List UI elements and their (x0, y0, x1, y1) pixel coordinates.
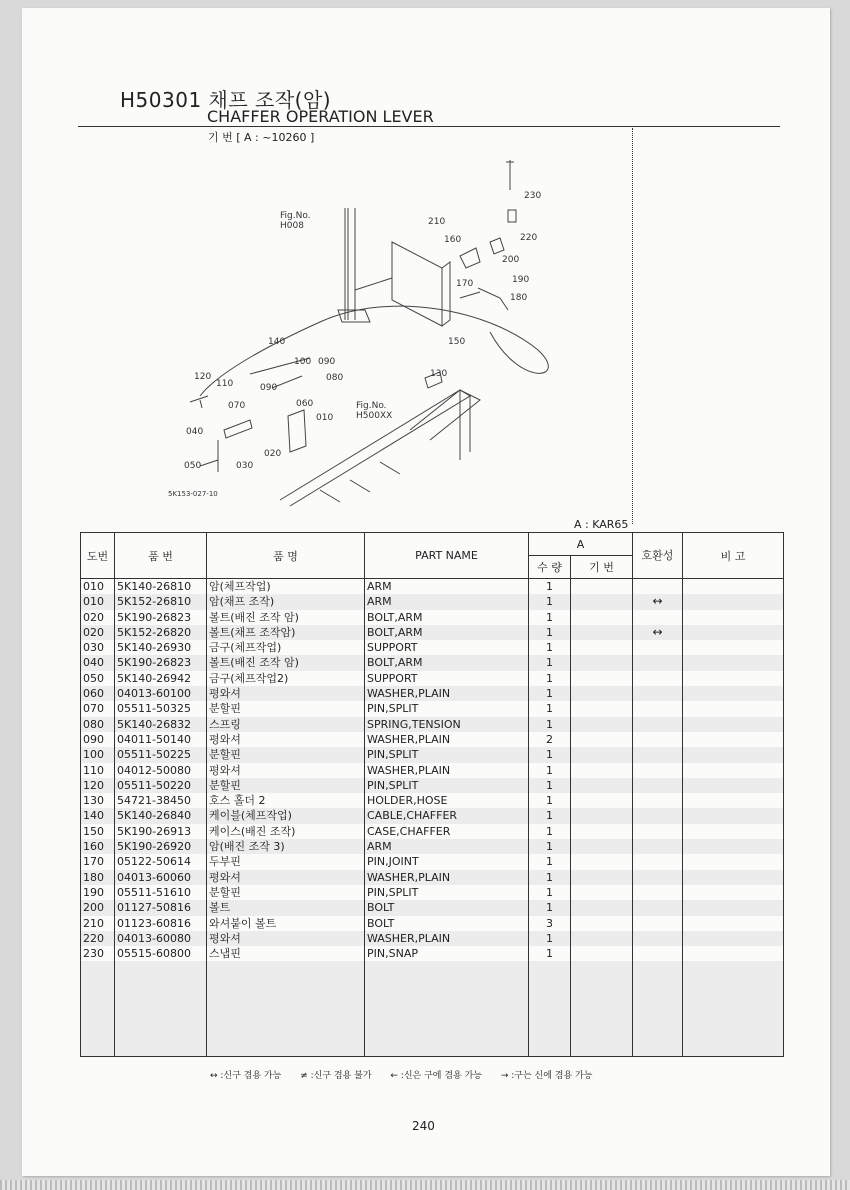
row-no: 150 (81, 824, 115, 839)
table-row (81, 655, 784, 670)
row-part-no: 05122-50614 (115, 854, 207, 869)
row-no: 120 (81, 778, 115, 793)
row-interchange (633, 717, 683, 732)
row-part-name: PIN,SPLIT (365, 701, 529, 716)
row-qty: 1 (529, 808, 571, 823)
row-remarks (683, 594, 784, 609)
table-row (81, 671, 784, 686)
fig-ref-h500xx: Fig.No. (356, 401, 387, 411)
row-remarks (683, 610, 784, 625)
callout-020: 020 (264, 449, 282, 459)
table-row (81, 579, 784, 595)
row-part-name: HOLDER,HOSE (365, 793, 529, 808)
table-row (81, 824, 784, 839)
table-row (81, 625, 784, 640)
table-row (81, 640, 784, 655)
callout-010: 010 (316, 413, 334, 423)
row-no: 080 (81, 717, 115, 732)
row-serial (571, 747, 633, 762)
row-part-no: 04012-50080 (115, 763, 207, 778)
row-no: 010 (81, 594, 115, 609)
row-name-ko: 케이블(체프작업) (207, 808, 365, 823)
row-serial (571, 808, 633, 823)
row-qty: 1 (529, 885, 571, 900)
row-remarks (683, 778, 784, 793)
row-serial (571, 579, 633, 595)
row-part-no: 5K140-26942 (115, 671, 207, 686)
row-serial (571, 610, 633, 625)
table-row (81, 808, 784, 823)
callout-040: 040 (186, 427, 204, 437)
row-no: 020 (81, 625, 115, 640)
row-serial (571, 931, 633, 946)
callout-070: 070 (228, 401, 246, 411)
row-part-no: 01123-60816 (115, 916, 207, 931)
row-serial (571, 824, 633, 839)
model-note: A : KAR65 (574, 518, 629, 531)
table-row (81, 839, 784, 854)
row-qty: 1 (529, 686, 571, 701)
col-header-remarks: 비 고 (683, 533, 784, 579)
row-name-ko: 볼트(배진 조작 암) (207, 655, 365, 670)
table-row (81, 763, 784, 778)
row-interchange (633, 808, 683, 823)
row-part-no: 5K140-26810 (115, 579, 207, 595)
row-part-name: PIN,SPLIT (365, 778, 529, 793)
row-qty: 1 (529, 839, 571, 854)
row-name-ko: 스프링 (207, 717, 365, 732)
row-part-no: 04013-60100 (115, 686, 207, 701)
callout-060: 060 (296, 399, 314, 409)
table-row (81, 610, 784, 625)
row-part-name: PIN,SPLIT (365, 747, 529, 762)
row-no: 020 (81, 610, 115, 625)
callout-210: 210 (428, 217, 446, 227)
table-row (81, 916, 784, 931)
table-row (81, 870, 784, 885)
row-qty: 2 (529, 732, 571, 747)
row-serial (571, 717, 633, 732)
row-remarks (683, 839, 784, 854)
row-qty: 1 (529, 946, 571, 961)
callout-230: 230 (524, 191, 542, 201)
row-qty: 1 (529, 640, 571, 655)
callout-080: 080 (326, 373, 344, 383)
row-qty: 3 (529, 916, 571, 931)
row-no: 060 (81, 686, 115, 701)
table-row (81, 900, 784, 915)
table-row (81, 854, 784, 869)
row-part-name: BOLT (365, 900, 529, 915)
row-part-no: 05511-50220 (115, 778, 207, 793)
row-interchange (633, 763, 683, 778)
row-no: 190 (81, 885, 115, 900)
row-part-no: 05511-50325 (115, 701, 207, 716)
table-row (81, 946, 784, 961)
row-part-no: 5K190-26823 (115, 655, 207, 670)
row-remarks (683, 900, 784, 915)
legend-item: ← :신은 구에 겸용 가능 (390, 1071, 482, 1081)
page-number: 240 (412, 1119, 435, 1133)
callout-180: 180 (510, 293, 528, 303)
row-no: 200 (81, 900, 115, 915)
row-name-ko: 분할핀 (207, 747, 365, 762)
row-remarks (683, 808, 784, 823)
row-serial (571, 916, 633, 931)
row-interchange (633, 931, 683, 946)
row-qty: 1 (529, 747, 571, 762)
row-remarks (683, 747, 784, 762)
row-part-name: CABLE,CHAFFER (365, 808, 529, 823)
row-remarks (683, 579, 784, 595)
row-remarks (683, 946, 784, 961)
row-interchange (633, 610, 683, 625)
row-part-name: ARM (365, 839, 529, 854)
row-no: 010 (81, 579, 115, 595)
row-qty: 1 (529, 854, 571, 869)
row-part-no: 5K140-26832 (115, 717, 207, 732)
row-part-no: 01127-50816 (115, 900, 207, 915)
row-remarks (683, 763, 784, 778)
row-part-name: WASHER,PLAIN (365, 931, 529, 946)
row-part-name: WASHER,PLAIN (365, 732, 529, 747)
row-name-ko: 평와셔 (207, 763, 365, 778)
row-part-no: 5K140-26840 (115, 808, 207, 823)
row-no: 210 (81, 916, 115, 931)
row-name-ko: 볼트(채프 조작암) (207, 625, 365, 640)
row-name-ko: 평와셔 (207, 732, 365, 747)
row-qty: 1 (529, 763, 571, 778)
row-serial (571, 732, 633, 747)
row-name-ko: 평와셔 (207, 686, 365, 701)
col-header-interchange: 호환성 (633, 533, 683, 579)
row-qty: 1 (529, 717, 571, 732)
dotted-divider (632, 128, 633, 524)
row-part-name: PIN,SNAP (365, 946, 529, 961)
row-no: 130 (81, 793, 115, 808)
callout-090a: 090 (318, 357, 336, 367)
fig-ref-h008: Fig.No. (280, 211, 311, 221)
row-name-ko: 케이스(배진 조작) (207, 824, 365, 839)
section-code: H50301 (120, 88, 202, 112)
row-serial (571, 839, 633, 854)
row-part-name: SPRING,TENSION (365, 717, 529, 732)
row-part-no: 5K152-26810 (115, 594, 207, 609)
row-qty: 1 (529, 701, 571, 716)
row-no: 030 (81, 640, 115, 655)
row-interchange (633, 778, 683, 793)
row-no: 070 (81, 701, 115, 716)
row-remarks (683, 931, 784, 946)
table-row (81, 732, 784, 747)
fig-ref-h008-code: H008 (280, 221, 304, 231)
callout-150: 150 (448, 337, 466, 347)
row-part-name: BOLT (365, 916, 529, 931)
row-part-name: WASHER,PLAIN (365, 870, 529, 885)
row-interchange (633, 793, 683, 808)
row-part-name: BOLT,ARM (365, 610, 529, 625)
row-part-no: 05511-51610 (115, 885, 207, 900)
callout-030: 030 (236, 461, 254, 471)
row-part-name: BOLT,ARM (365, 655, 529, 670)
row-remarks (683, 686, 784, 701)
row-serial (571, 763, 633, 778)
callout-110: 110 (216, 379, 234, 389)
row-remarks (683, 717, 784, 732)
row-interchange (633, 579, 683, 595)
row-part-no: 05515-60800 (115, 946, 207, 961)
row-name-ko: 스냅핀 (207, 946, 365, 961)
serial-note: 기 번 [ A : ~10260 ] (208, 131, 315, 144)
parts-table (80, 532, 784, 1057)
row-remarks (683, 640, 784, 655)
row-part-no: 5K190-26913 (115, 824, 207, 839)
row-name-ko: 분할핀 (207, 778, 365, 793)
row-qty: 1 (529, 594, 571, 609)
callout-130: 130 (430, 369, 448, 379)
row-serial (571, 854, 633, 869)
drawing-id: 5K153-027-10 (168, 490, 218, 498)
row-name-ko: 평와셔 (207, 870, 365, 885)
row-part-name: SUPPORT (365, 671, 529, 686)
row-name-ko: 암(체프작업) (207, 579, 365, 595)
table-blank-space (81, 961, 784, 1057)
row-part-no: 54721-38450 (115, 793, 207, 808)
row-part-name: BOLT,ARM (365, 625, 529, 640)
callout-170: 170 (456, 279, 474, 289)
legend-item: ↔ :신구 겸용 가능 (210, 1071, 282, 1081)
row-serial (571, 778, 633, 793)
table-row (81, 793, 784, 808)
row-no: 180 (81, 870, 115, 885)
row-no: 220 (81, 931, 115, 946)
row-remarks (683, 916, 784, 931)
row-serial (571, 671, 633, 686)
row-name-ko: 분할핀 (207, 885, 365, 900)
row-remarks (683, 885, 784, 900)
row-qty: 1 (529, 900, 571, 915)
table-row (81, 686, 784, 701)
row-interchange (633, 854, 683, 869)
row-interchange (633, 747, 683, 762)
row-qty: 1 (529, 655, 571, 670)
row-qty: 1 (529, 931, 571, 946)
row-no: 230 (81, 946, 115, 961)
row-interchange: ↔ (633, 625, 683, 640)
table-row (81, 885, 784, 900)
title-divider (78, 126, 780, 127)
row-no: 040 (81, 655, 115, 670)
row-qty: 1 (529, 610, 571, 625)
row-serial (571, 640, 633, 655)
table-row (81, 717, 784, 732)
row-part-no: 04011-50140 (115, 732, 207, 747)
row-part-no: 04013-60080 (115, 931, 207, 946)
row-serial (571, 686, 633, 701)
title-korean: 채프 조작(암) (208, 88, 332, 112)
row-no: 090 (81, 732, 115, 747)
row-no: 160 (81, 839, 115, 854)
callout-140: 140 (268, 337, 286, 347)
row-serial (571, 594, 633, 609)
legend-item: → :구는 신에 겸용 가능 (500, 1071, 593, 1081)
row-interchange (633, 686, 683, 701)
row-name-ko: 호스 홀더 2 (207, 793, 365, 808)
table-row (81, 778, 784, 793)
scan-edge (0, 1180, 850, 1190)
row-name-ko: 평와셔 (207, 931, 365, 946)
row-interchange (633, 824, 683, 839)
interchange-legend (210, 1068, 690, 1081)
row-remarks (683, 732, 784, 747)
row-remarks (683, 655, 784, 670)
row-qty: 1 (529, 824, 571, 839)
title-english: CHAFFER OPERATION LEVER (207, 107, 434, 126)
row-serial (571, 900, 633, 915)
col-header-qty: 수 량 (529, 556, 571, 579)
row-serial (571, 946, 633, 961)
row-interchange (633, 885, 683, 900)
legend-item: ≠ :신구 겸용 불가 (300, 1071, 372, 1081)
col-header-serial: 기 번 (571, 556, 633, 579)
row-remarks (683, 870, 784, 885)
row-serial (571, 701, 633, 716)
row-qty: 1 (529, 625, 571, 640)
row-remarks (683, 824, 784, 839)
row-interchange (633, 839, 683, 854)
row-part-name: CASE,CHAFFER (365, 824, 529, 839)
row-interchange (633, 916, 683, 931)
row-part-no: 5K140-26930 (115, 640, 207, 655)
row-interchange: ↔ (633, 594, 683, 609)
row-no: 110 (81, 763, 115, 778)
row-interchange (633, 946, 683, 961)
row-part-no: 05511-50225 (115, 747, 207, 762)
row-interchange (633, 732, 683, 747)
row-interchange (633, 640, 683, 655)
row-interchange (633, 655, 683, 670)
row-interchange (633, 870, 683, 885)
row-no: 170 (81, 854, 115, 869)
row-qty: 1 (529, 778, 571, 793)
row-name-ko: 볼트 (207, 900, 365, 915)
fig-ref-h500xx-code: H500XX (356, 411, 393, 421)
row-serial (571, 793, 633, 808)
row-no: 140 (81, 808, 115, 823)
row-qty: 1 (529, 579, 571, 595)
col-header-no: 도번 (81, 533, 115, 579)
callout-120: 120 (194, 372, 212, 382)
row-name-ko: 볼트(배진 조작 암) (207, 610, 365, 625)
col-header-part-name: PART NAME (365, 533, 529, 579)
row-part-no: 5K152-26820 (115, 625, 207, 640)
row-part-no: 5K190-26920 (115, 839, 207, 854)
col-header-part-no: 품 번 (115, 533, 207, 579)
row-remarks (683, 625, 784, 640)
row-name-ko: 분할핀 (207, 701, 365, 716)
row-qty: 1 (529, 870, 571, 885)
table-row (81, 594, 784, 609)
row-name-ko: 금구(체프작업) (207, 640, 365, 655)
row-qty: 1 (529, 671, 571, 686)
callout-190: 190 (512, 275, 530, 285)
row-no: 100 (81, 747, 115, 762)
callout-200: 200 (502, 255, 520, 265)
table-row (81, 931, 784, 946)
row-serial (571, 625, 633, 640)
row-part-name: ARM (365, 579, 529, 595)
row-remarks (683, 701, 784, 716)
table-row (81, 701, 784, 716)
row-part-name: PIN,SPLIT (365, 885, 529, 900)
row-name-ko: 와셔붙이 볼트 (207, 916, 365, 931)
row-no: 050 (81, 671, 115, 686)
callout-050: 050 (184, 461, 202, 471)
row-interchange (633, 701, 683, 716)
row-remarks (683, 854, 784, 869)
row-part-no: 04013-60060 (115, 870, 207, 885)
row-serial (571, 885, 633, 900)
row-name-ko: 두부핀 (207, 854, 365, 869)
table-row (81, 747, 784, 762)
row-serial (571, 655, 633, 670)
exploded-parts-diagram (160, 150, 600, 510)
row-name-ko: 암(채프 조작) (207, 594, 365, 609)
row-qty: 1 (529, 793, 571, 808)
row-part-name: ARM (365, 594, 529, 609)
row-name-ko: 암(배진 조작 3) (207, 839, 365, 854)
row-part-no: 5K190-26823 (115, 610, 207, 625)
row-interchange (633, 671, 683, 686)
col-header-group-a: A (529, 533, 633, 556)
callout-100: 100 (294, 357, 312, 367)
row-remarks (683, 671, 784, 686)
row-name-ko: 금구(체프작업2) (207, 671, 365, 686)
callout-220: 220 (520, 233, 538, 243)
row-remarks (683, 793, 784, 808)
callout-160: 160 (444, 235, 462, 245)
col-header-name-ko: 품 명 (207, 533, 365, 579)
row-part-name: WASHER,PLAIN (365, 686, 529, 701)
row-part-name: SUPPORT (365, 640, 529, 655)
row-interchange (633, 900, 683, 915)
row-part-name: WASHER,PLAIN (365, 763, 529, 778)
row-part-name: PIN,JOINT (365, 854, 529, 869)
row-serial (571, 870, 633, 885)
callout-090b: 090 (260, 383, 278, 393)
